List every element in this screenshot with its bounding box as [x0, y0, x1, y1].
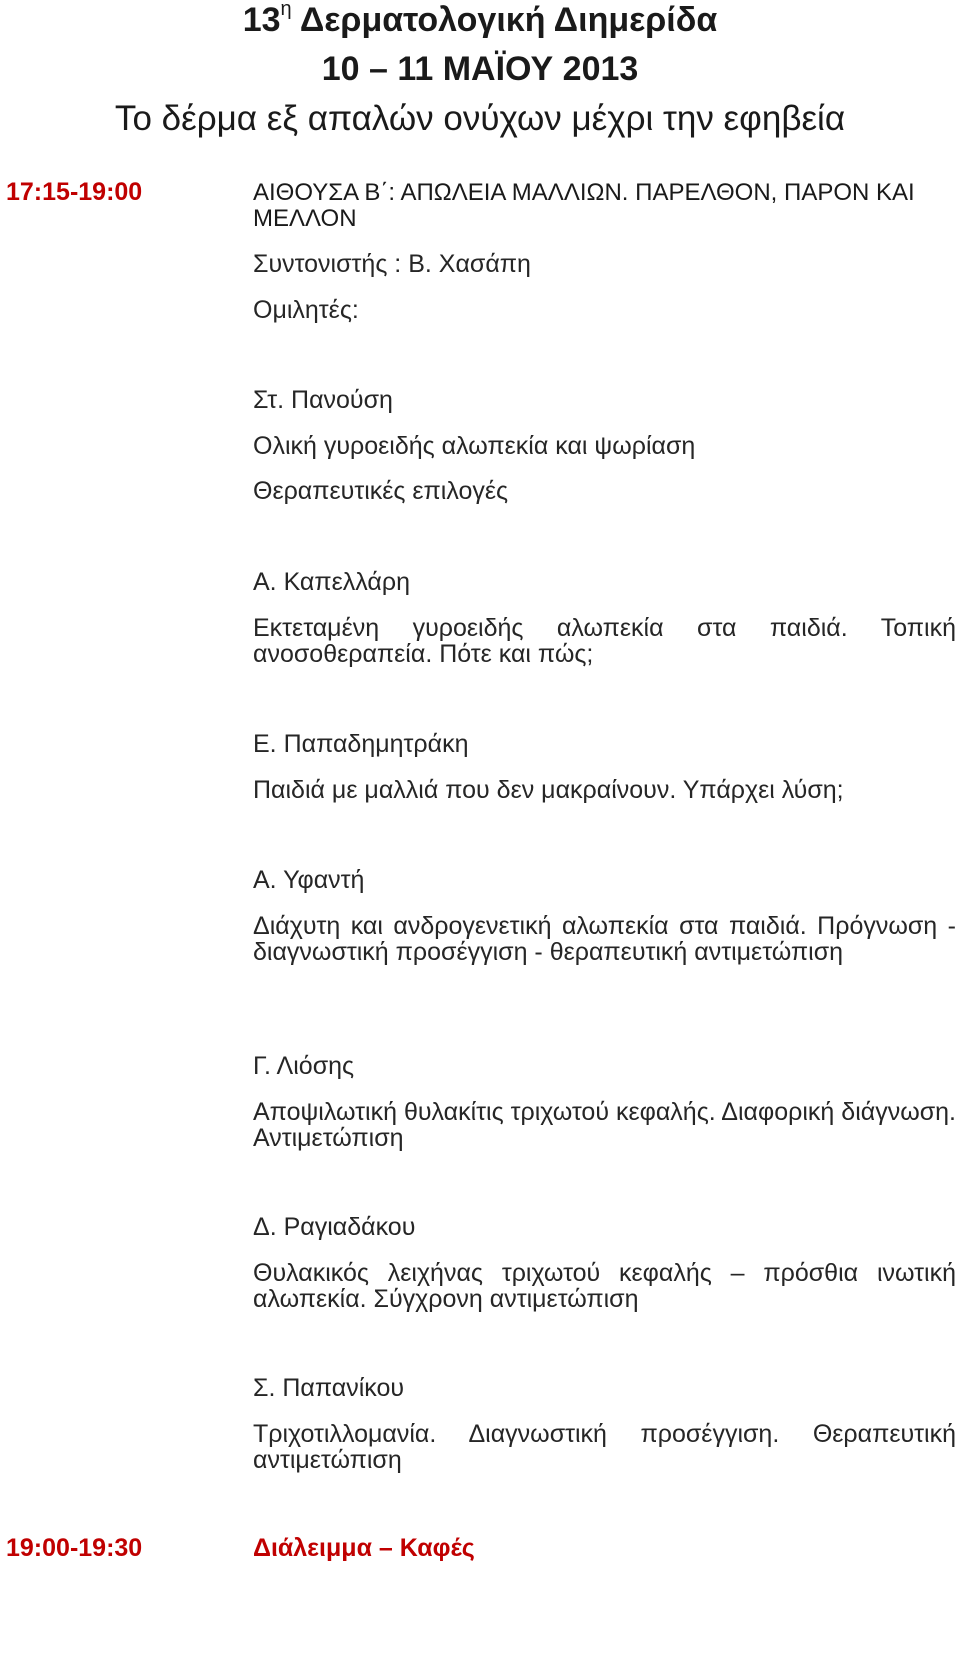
event-name: Δερματολογική Διημερίδα [299, 1, 718, 39]
break-label: Διάλειμμα – Καφές [253, 1534, 475, 1562]
talk-title: Ολική γυροειδής αλωπεκία και ψωρίαση [253, 432, 696, 460]
talk-title: Θυλακικός λειχήνας τριχωτού κεφαλής – πρόσθια ινωτική αλωπεκία. Σύγχρονη αντιμετώπιση [253, 1259, 956, 1313]
talk-subtitle: Θεραπευτικές επιλογές [253, 477, 509, 505]
session-time: 17:15-19:00 [6, 178, 143, 206]
talk-speaker: Ε. Παπαδημητράκη [253, 730, 469, 758]
talk-speaker: Στ. Πανούση [253, 386, 393, 414]
talk-speaker: Δ. Ραγιαδάκου [253, 1213, 416, 1241]
event-subtitle: Το δέρμα εξ απαλών ονύχων μέχρι την εφηβεία [114, 99, 846, 138]
event-title [0, 0, 960, 40]
event-number: 13 [242, 1, 281, 39]
ordinal-suffix: η [280, 0, 292, 20]
event-dates: 10 – 11 ΜΑΪΟΥ 2013 [321, 50, 639, 88]
break-time: 19:00-19:30 [6, 1534, 143, 1562]
speakers-label: Ομιλητές: [253, 296, 359, 324]
talk-speaker: Α. Υφαντή [253, 866, 365, 894]
session-title [253, 180, 956, 232]
session-moderator: Συντονιστής : Β. Χασάπη [253, 250, 531, 278]
talk-title: Παιδιά με μαλλιά που δεν μακραίνουν. Υπάρχει λύση; [253, 776, 844, 804]
talk-speaker: Α. Καπελλάρη [253, 568, 410, 596]
session-title-text: ΑΙΘΟΥΣΑ Β΄: ΑΠΩΛΕΙΑ ΜΑΛΛΙΩΝ. ΠΑΡΕΛΘΟΝ, ΠΑΡΟΝ ΚΑΙ ΜΕΛΛΟΝ [253, 179, 915, 232]
talk-title: Εκτεταμένη γυροειδής αλωπεκία στα παιδιά. Τοπική ανοσοθεραπεία. Πότε και πώς; [253, 614, 956, 668]
talk-speaker: Γ. Λιόσης [253, 1052, 355, 1080]
talk-title: Αποψιλωτική θυλακίτις τριχωτού κεφαλής. Διαφορική διάγνωση. Αντιμετώπιση [253, 1098, 956, 1152]
talk-title: Τριχοτιλλομανία. Διαγνωστική προσέγγιση. Θεραπευτική αντιμετώπιση [253, 1420, 956, 1474]
talk-speaker: Σ. Παπανίκου [253, 1374, 405, 1402]
talk-title: Διάχυτη και ανδρογενετική αλωπεκία στα παιδιά. Πρόγνωση - διαγνωστική προσέγγιση - θεραπευτική αντιμετώπιση [253, 912, 956, 966]
